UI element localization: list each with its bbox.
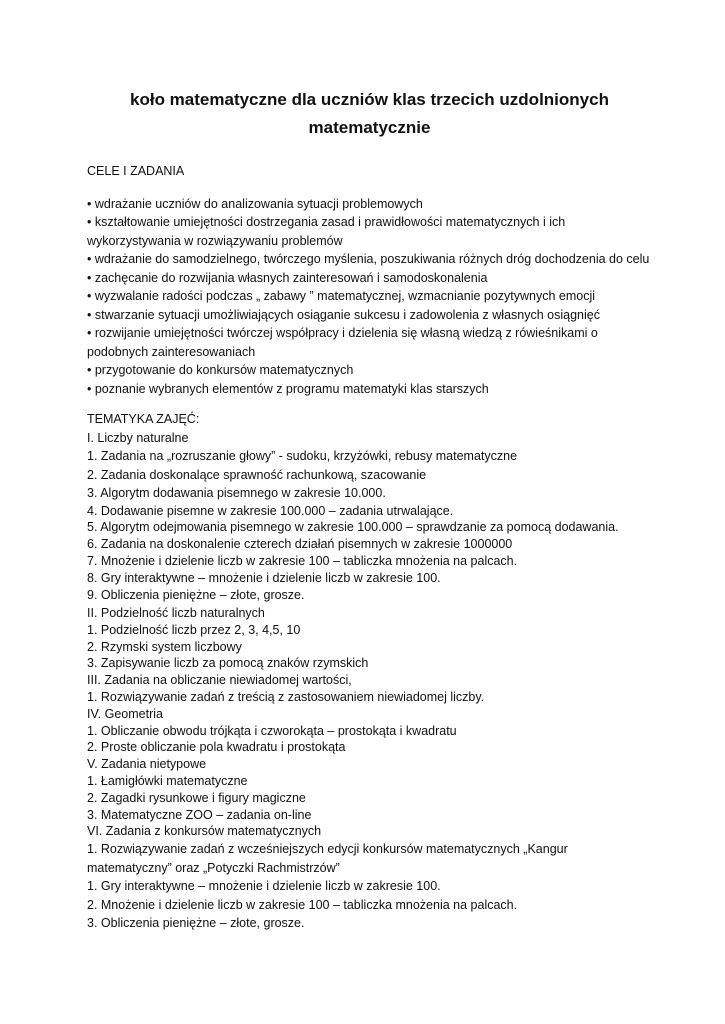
- topic-item: 7. Mnożenie i dzielenie liczb w zakresie 100 – tabliczka mnożenia na palcach.: [87, 553, 518, 568]
- topic-item: 9. Obliczenia pieniężne – złote, grosze.: [87, 588, 305, 603]
- topic-item: 1. Zadania na „rozruszanie głowy” - sudoku, krzyżówki, rebusy matematyczne: [87, 449, 518, 463]
- topic-item: II. Podzielność liczb naturalnych: [87, 605, 265, 620]
- goal-item: • wyzwalanie radości podczas „ zabawy ” matematycznej, wzmacnianie pozytywnych emocji: [87, 289, 596, 303]
- topic-item: 2. Proste obliczanie pola kwadratu i prostokąta: [87, 740, 346, 755]
- goal-item: • zachęcanie do rozwijania własnych zainteresowań i samodoskonalenia: [87, 270, 488, 285]
- topic-item: IV. Geometria: [87, 706, 163, 721]
- topic-item: 3. Zapisywanie liczb za pomocą znaków rzymskich: [87, 656, 369, 671]
- goal-item: • poznanie wybranych elementów z programu matematyki klas starszych: [87, 381, 489, 396]
- topic-item: 3. Algorytm dodawania pisemnego w zakresie 10.000.: [87, 486, 386, 500]
- topic-item: 1. Obliczanie obwodu trójkąta i czworokąta – prostokąta i kwadratu: [87, 723, 457, 738]
- document-title: koło matematyczne dla uczniów klas trzecich uzdolnionych matematycznie: [130, 90, 609, 137]
- goal-item: • rozwijanie umiejętności twórczej współpracy i dzielenia się własną wiedzą z rówieśnikami o podobnych zainteresowaniach: [87, 326, 598, 359]
- topic-item: 4. Dodawanie pisemne w zakresie 100.000 – zadania utrwalające.: [87, 503, 454, 518]
- topics-list-5: [87, 840, 652, 933]
- topic-item: 1. Gry interaktywne – mnożenie i dzielenie liczb w zakresie 100.: [87, 879, 441, 894]
- goal-item: • przygotowanie do konkursów matematycznych: [87, 363, 354, 377]
- topic-item: 8. Gry interaktywne – mnożenie i dzielenie liczb w zakresie 100.: [87, 570, 441, 585]
- goals-heading: CELE I ZADANIA: [87, 164, 185, 178]
- goal-item: • wdrażanie uczniów do analizowania sytuacji problemowych: [87, 196, 423, 211]
- topic-item: 6. Zadania na doskonalenie czterech działań pisemnych w zakresie 1000000: [87, 537, 513, 552]
- topic-item: III. Zadania na obliczanie niewiadomej wartości,: [87, 673, 352, 688]
- document-page: [87, 86, 652, 933]
- topic-item: VI. Zadania z konkursów matematycznych: [87, 824, 322, 839]
- topics-list-3: [87, 586, 652, 605]
- goal-item: • kształtowanie umiejętności dostrzegania zasad i prawidłowości matematycznych i ich wykorzystywania w rozwiązywaniu problemów: [87, 215, 566, 248]
- topic-item: 2. Mnożenie i dzielenie liczb w zakresie 100 – tabliczka mnożenia na palcach.: [87, 897, 518, 912]
- topic-item: 3. Matematyczne ZOO – zadania on-line: [87, 807, 312, 822]
- topic-item: 1. Rozwiązywanie zadań z wcześniejszych edycji konkursów matematycznych „Kangur matematyczny” oraz „Potyczki Rachmistrzów”: [87, 842, 568, 875]
- topic-item: 1. Łamigłówki matematyczne: [87, 773, 248, 788]
- topic-item: 1. Rozwiązywanie zadań z treścią z zastosowaniem niewiadomej liczby.: [87, 689, 485, 704]
- topic-item: 5. Algorytm odejmowania pisemnego w zakresie 100.000 – sprawdzanie za pomocą dodawania.: [87, 520, 619, 535]
- topics-list-2: [87, 503, 652, 587]
- goal-item: • wdrażanie do samodzielnego, twórczego myślenia, poszukiwania różnych dróg dochodzenia do celu: [87, 252, 650, 266]
- topic-item: I. Liczby naturalne: [87, 430, 189, 445]
- topics-list-1: [87, 429, 652, 503]
- topic-item: V. Zadania nietypowe: [87, 757, 207, 772]
- topic-item: 2. Rzymski system liczbowy: [87, 639, 242, 654]
- topics-heading: TEMATYKA ZAJĘĆ:: [87, 412, 200, 426]
- topic-item: 2. Zagadki rysunkowe i figury magiczne: [87, 790, 306, 805]
- topic-item: 1. Podzielność liczb przez 2, 3, 4,5, 10: [87, 622, 301, 637]
- topic-item: 3. Obliczenia pieniężne – złote, grosze.: [87, 916, 305, 931]
- goals-list: [87, 195, 652, 399]
- topics-list-4: [87, 605, 652, 840]
- goal-item: • stwarzanie sytuacji umożliwiających osiąganie sukcesu i zadowolenia z własnych osiągnięć: [87, 307, 600, 322]
- topic-item: 2. Zadania doskonalące sprawność rachunkową, szacowanie: [87, 467, 427, 482]
